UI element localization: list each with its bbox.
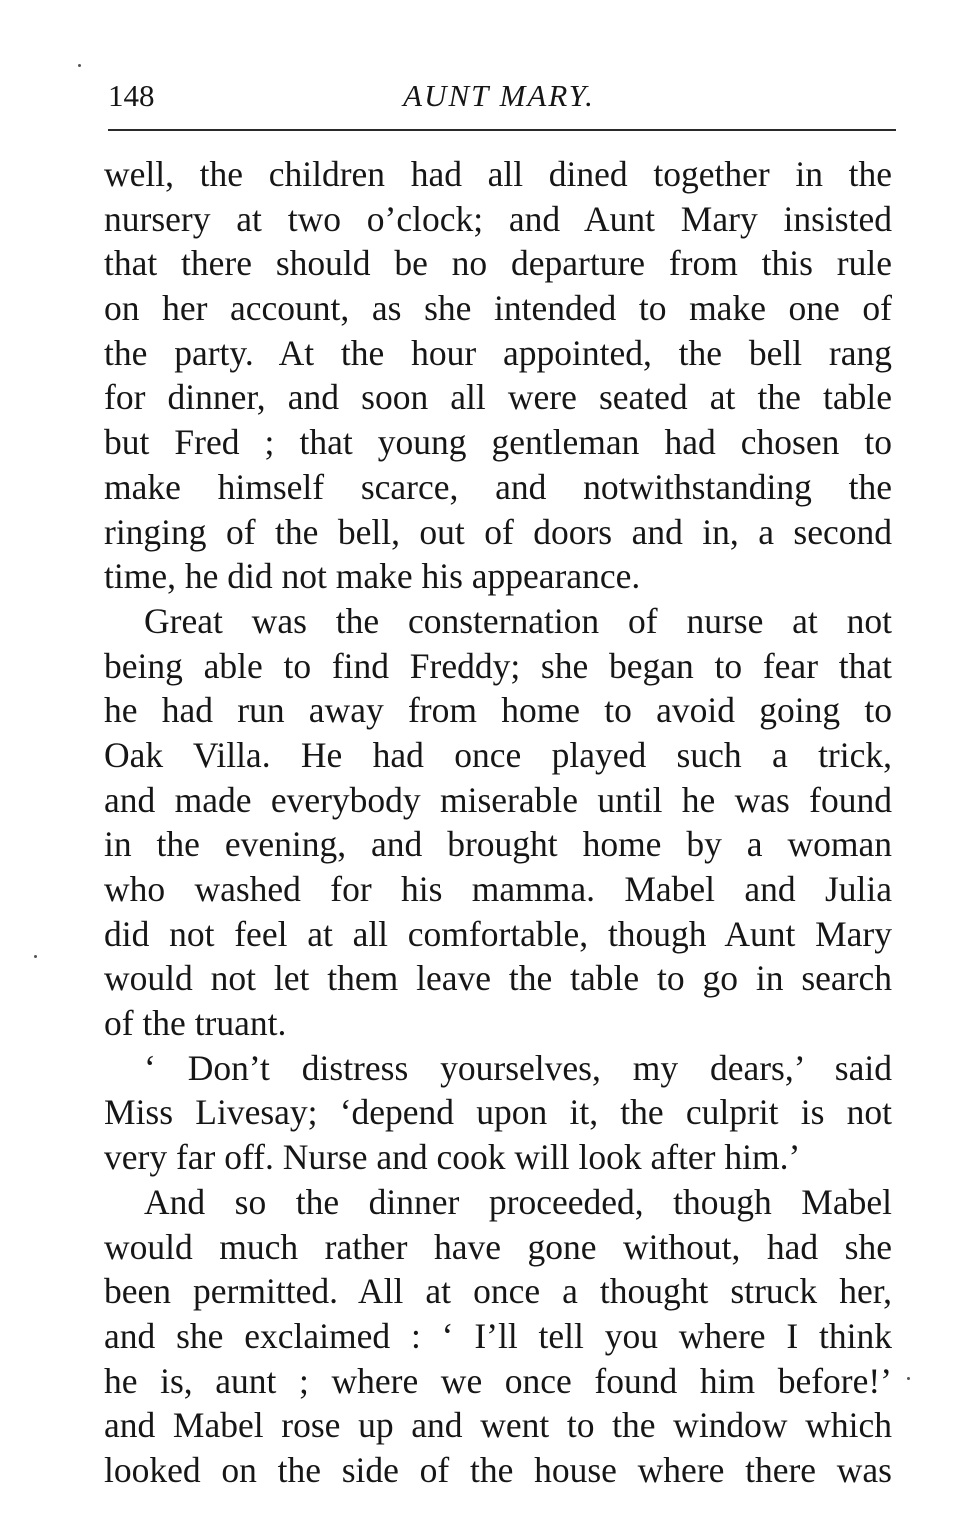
paragraph (104, 1180, 892, 1493)
text-line: and she exclaimed : ‘ I’ll tell you where I think (104, 1315, 892, 1356)
text-line: who washed for his mamma. Mabel and Julia (104, 869, 892, 909)
text-line: in the evening, and brought home by a woman (104, 824, 892, 865)
paragraph (104, 152, 892, 599)
text-line: ‘ Don’t distress yourselves, my dears,’ said (144, 1047, 892, 1088)
text-line: he had run away from home to avoid going to (104, 690, 892, 731)
text-line: would much rather have gone without, had she (104, 1226, 892, 1267)
text-line: would not let them leave the table to go in search (104, 958, 892, 999)
text-line: And so the dinner proceeded, though Mabel (144, 1181, 892, 1222)
body-text (104, 152, 892, 1493)
text-line: being able to find Freddy; she began to fear that (104, 645, 892, 686)
text-line: but Fred ; that young gentleman had chosen to (104, 422, 892, 463)
page-header (108, 74, 890, 118)
text-line: of the truant. (104, 1003, 287, 1044)
text-line: time, he did not make his appearance. (104, 556, 641, 597)
text-line: Miss Livesay; ‘depend upon it, the culprit is not (104, 1092, 892, 1133)
paper-speck (78, 64, 81, 67)
text-line: did not feel at all comfortable, though Aunt Mary (104, 913, 892, 954)
text-line: he is, aunt ; where we once found him before!’ (104, 1360, 892, 1401)
text-line: Great was the consternation of nurse at not (144, 600, 892, 641)
text-line: for dinner, and soon all were seated at the table (104, 377, 892, 418)
text-line: looked on the side of the house where there was (104, 1449, 892, 1490)
text-line: that there should be no departure from this rule (104, 243, 892, 284)
text-line: and Mabel rose up and went to the window which (104, 1405, 892, 1446)
text-line: ringing of the bell, out of doors and in, a second (104, 511, 892, 552)
text-line: well, the children had all dined together in the (104, 154, 892, 194)
text-line: nursery at two o’clock; and Aunt Mary insisted (104, 198, 892, 239)
text-line: on her account, as she intended to make one of (104, 288, 892, 329)
paragraph (104, 599, 892, 1046)
paper-speck (907, 1377, 910, 1380)
paragraph (104, 1046, 892, 1180)
text-line: and made everybody miserable until he was found (104, 779, 892, 820)
paper-speck (34, 955, 37, 958)
text-line: the party. At the hour appointed, the bell rang (104, 332, 892, 373)
text-line: been permitted. All at once a thought struck her, (104, 1271, 892, 1312)
text-line: very far off. Nurse and cook will look after him.’ (104, 1137, 801, 1178)
page-number: 148 (108, 78, 155, 113)
header-rule (108, 129, 896, 131)
running-title: AUNT MARY. (403, 78, 595, 113)
text-line: make himself scarce, and notwithstanding the (104, 466, 892, 507)
text-line: Oak Villa. He had once played such a trick, (104, 734, 892, 775)
